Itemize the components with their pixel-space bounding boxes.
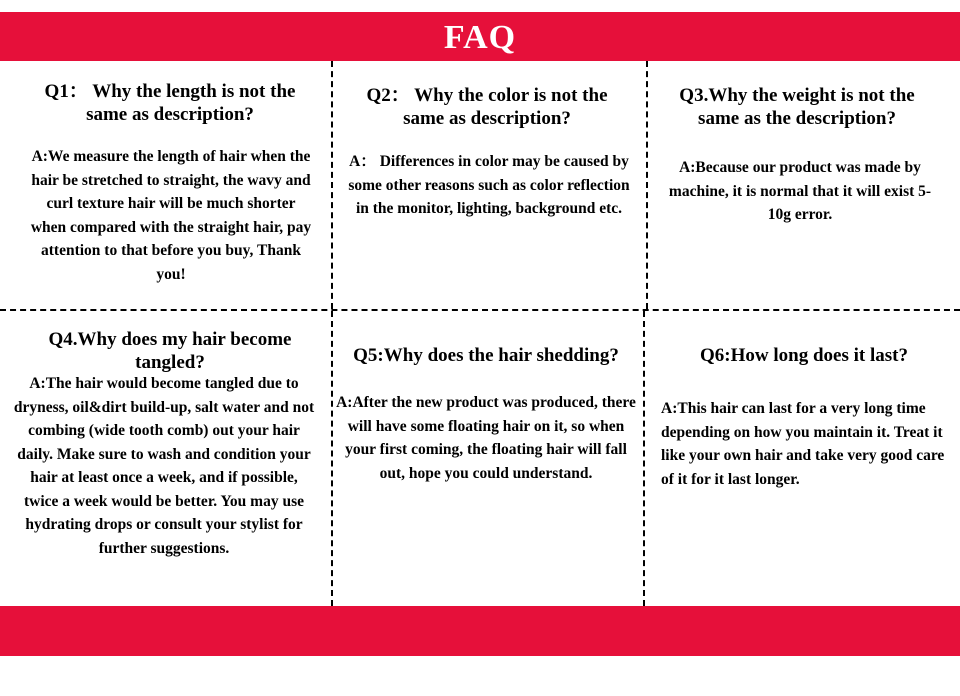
divider-vertical-4: [643, 311, 645, 606]
page-title: FAQ: [443, 19, 517, 56]
divider-horizontal: [0, 309, 960, 311]
faq-question-5: Q5:Why does the hair shedding?: [353, 345, 619, 366]
faq-answer-6: A:This hair can last for a very long time depending on how you maintain it. Treat it like your own hair and take very good care of it for it last longer.: [661, 400, 945, 488]
faq-answer-5: A:After the new product was produced, there will have some floating hair on it, so when your first coming, the floating hair will fall out, hope you could understand.: [336, 394, 636, 482]
divider-vertical-1: [331, 61, 333, 309]
faq-answer-2: A： Differences in color may be caused by some other reasons such as color reflection in the monitor, lighting, background etc.: [348, 153, 630, 217]
faq-question-6: Q6:How long does it last?: [700, 345, 908, 366]
footer-banner: [0, 606, 960, 656]
divider-vertical-2: [646, 61, 648, 309]
divider-vertical-3: [331, 311, 333, 606]
faq-answer-1: A:We measure the length of hair when the hair be stretched to straight, the wavy and curl texture hair will be much shorter when compared with the straight hair, pay attention to that before you buy, Thank you!: [30, 148, 312, 283]
faq-question-4: Q4.Why does my hair become tangled?: [48, 329, 292, 373]
faq-answer-4: A:The hair would become tangled due to dryness, oil&dirt build-up, salt water and not combing (wide tooth comb) out your hair daily. Make sure to wash and condition your hair at least once a week, and if possible, twice a week would be better. You may use hydrating drops or consult your stylist for further suggestions.: [13, 375, 315, 557]
faq-question-1: Q1： Why the length is not the same as description?: [44, 81, 296, 125]
faq-question-2: Q2： Why the color is not the same as description?: [366, 85, 608, 129]
faq-question-3: Q3.Why the weight is not the same as the description?: [679, 85, 915, 129]
faq-answer-3: A:Because our product was made by machine, it is normal that it will exist 5-10g error.: [668, 159, 932, 223]
